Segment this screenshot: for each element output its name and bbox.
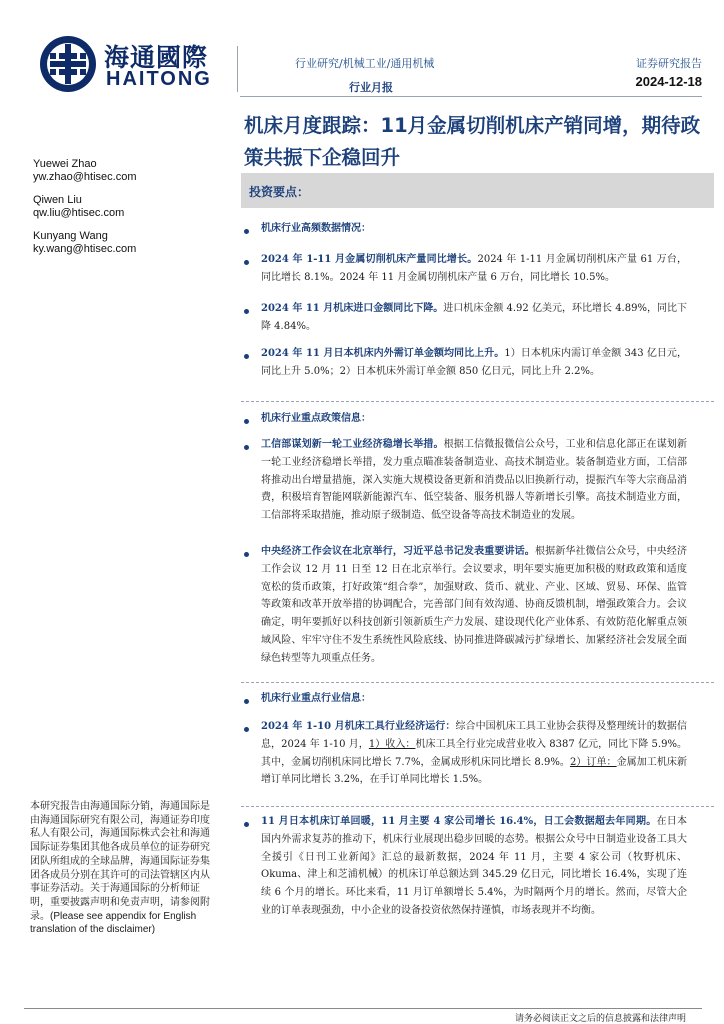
section-title: 机床行业重点政策信息： (261, 413, 371, 424)
bullet-heading: 工信部谋划新一轮工业经济稳增长举措。 (261, 439, 444, 450)
author-entry (33, 158, 223, 184)
bullet-industry-ops (261, 718, 687, 789)
bullet-dot (244, 699, 249, 704)
section-divider (241, 806, 714, 807)
bullet-dot (244, 260, 249, 265)
breadcrumb: 行业研究/机械工业/通用机械 (295, 57, 435, 70)
section-heading-policy (261, 410, 687, 428)
section-divider (241, 682, 714, 683)
author-list (33, 158, 223, 266)
bullet-imports (261, 300, 687, 336)
bullet-heading: 2024 年 1-10 月机床工具行业经济运行： (261, 721, 456, 732)
bullet-body: 1）日本机床内需订单金额 343 亿日元，同比上升 5.0%；2）日本机床外需订单金额 850 亿日元，同比上升 2.2%。 (261, 348, 687, 377)
bullet-dot (244, 445, 249, 450)
bullet-body: 2024 年 1-11 月金属切削机床产量 61 万台，同比增长 8.1%。2024 年 11 月金属切削机床产量 6 万台，同比增长 10.5%。 (261, 254, 687, 283)
author-email[interactable]: ky.wang@htisec.com (33, 243, 137, 255)
disclaimer-cn: 本研究报告由海通国际分销，海通国际是由海通国际研究有限公司，海通证券印度私人有限公司，海通国际株式会社和海通国际证券集团其他各成员单位的证券研究团队所组成的全球品牌，海通国际证券集团各成员分别在其许可的司法管辖区内从事证券活动。关于海通国际的分析师证明，重要披露声明和免责声明，请参阅附录。 (30, 801, 210, 922)
bullet-miit (261, 436, 687, 525)
revenue-text: 机床工具全行业完成营业收入 8387 亿元，同比下降 5.9%。其中，金属切削机床同比增长 7.7%，金属成形机床同比增长 8.9%。 (261, 738, 687, 768)
bullet-dot (244, 354, 249, 359)
header-divider (237, 46, 238, 92)
section-heading-data (261, 220, 687, 238)
bullet-japan-rebound (261, 813, 687, 920)
bullet-dot (244, 727, 249, 732)
footer-notice: 请务必阅读正文之后的信息披露和法律声明 (514, 1014, 686, 1024)
bullet-japan-orders (261, 345, 687, 381)
bullet-heading: 11 月日本机床订单回暖，11 月主要 4 家公司增长 16.4%，日工会数据超去年同期。 (261, 816, 657, 827)
revenue-label: 1）收入： (368, 738, 416, 750)
author-name: Yuewei Zhao (33, 158, 97, 170)
section-divider (241, 401, 714, 402)
bullet-body: 在日本国内外需求复苏的推动下，机床行业展现出稳步回暖的态势。根据公众号中日制造业设备工具大全援引《日刊工业新闻》汇总的最新数据，2024 年 11 月，主要 4 家公司（牧野机床、Okuma、津上和芝浦机械）的机床订单总额达到 345.29 亿日元，同比增长 16.4%，实现了连续 6 个月的增长。环比来看，11 月订单额增长 5.4%，为时隔两个月的增长。然而，尽管大企业的订单表现强劲，中小企业的设备投资依然保持谨慎，市场表现并不均衡。 (261, 816, 687, 916)
bullet-dot (244, 552, 249, 557)
bullet-heading: 2024 年 1-11 月金属切削机床产量同比增长。 (261, 254, 478, 265)
bullet-heading: 2024 年 11 月日本机床内外需订单金额均同比上升。 (261, 348, 505, 359)
author-email[interactable]: qw.liu@htisec.com (33, 207, 125, 219)
bullet-heading: 2024 年 11 月机床进口金额同比下降。 (261, 303, 444, 314)
bullet-dot (244, 229, 249, 234)
author-name: Kunyang Wang (33, 230, 108, 242)
orders-label: 2）订单： (569, 756, 617, 768)
bullet-dot (244, 822, 249, 827)
section-title: 机床行业重点行业信息： (261, 693, 371, 704)
bullet-body: 根据工信微报微信公众号，工业和信息化部正在谋划新一轮工业经济稳增长举措，发力重点瞄准装备制造业、高技术制造业。装备制造业方面，工信部将推动出台增量措施，深入实施大规模设备更新和消费品以旧换新行动，提振汽车等大宗商品消费，积极培育智能网联新能源汽车、低空装备、服务机器人等新增长引擎。高技术制造业方面，工信部将采取措施，推动原子级制造、低空设备等高技术制造业的发展。 (261, 439, 688, 522)
report-label: 证券研究报告 (636, 57, 702, 70)
logo-cn-text: 海通國際 (104, 43, 209, 72)
bullet-body: 进口机床金额 4.92 亿美元，环比增长 4.89%，同比下降 4.84%。 (261, 303, 687, 332)
author-entry (33, 230, 223, 256)
disclaimer-en: (Please see appendix for English translation of the disclaimer) (30, 910, 197, 936)
bullet-heading: 中央经济工作会议在北京举行，习近平总书记发表重要讲话。 (261, 546, 535, 557)
logo-en-text: HAITONG (106, 68, 212, 90)
bullet-intro: 综合中国机床工具工业协会获得及整理统计的数据信息，2024 年 1-10 月， (261, 721, 687, 750)
bullet-dot (244, 419, 249, 424)
orders-text: 金属加工机床新增订单同比增长 3.2%，在手订单同比增长 1.5%。 (261, 756, 687, 786)
key-points-band (241, 173, 714, 208)
section-title: 机床行业高频数据情况： (261, 223, 371, 234)
author-name: Qiwen Liu (33, 194, 82, 206)
disclaimer (30, 800, 210, 937)
section-heading-industry (261, 690, 687, 708)
haitong-logo (38, 34, 228, 94)
bullet-body: 根据新华社微信公众号，中央经济工作会议 12 月 11 日至 12 日在北京举行。会议要求，明年要实施更加积极的财政政策和适度宽松的货币政策，打好政策“组合拳”，加强财政、货币、就业、产业、区域、贸易、环保、监管等政策和改革开放举措的协调配合，完善部门间有效沟通、协商反馈机制，增强政策合力。会议确定，明年要抓好以科技创新引领新质生产力发展、建设现代化产业体系、有效防范化解重点领域风险、牢牢守住不发生系统性风险底线、协同推进降碳减污扩绿增长、加紧经济社会发展全面绿色转型等九项重点任务。 (261, 546, 688, 664)
page-title: 机床月度跟踪：11月金属切削机床产销同增，期待政策共振下企稳回升 (244, 114, 701, 169)
report-type: 行业月报 (349, 81, 393, 94)
report-date: 2024-12-18 (635, 74, 702, 89)
bullet-conference (261, 543, 687, 668)
author-entry (33, 194, 223, 220)
footer-rule (24, 1008, 702, 1009)
bullet-dot (244, 309, 249, 314)
haitong-logo-icon (38, 34, 98, 94)
bullet-production (261, 251, 687, 287)
key-points-title: 投资要点： (249, 185, 310, 199)
author-email[interactable]: yw.zhao@htisec.com (33, 171, 137, 183)
header-rule (240, 96, 702, 97)
